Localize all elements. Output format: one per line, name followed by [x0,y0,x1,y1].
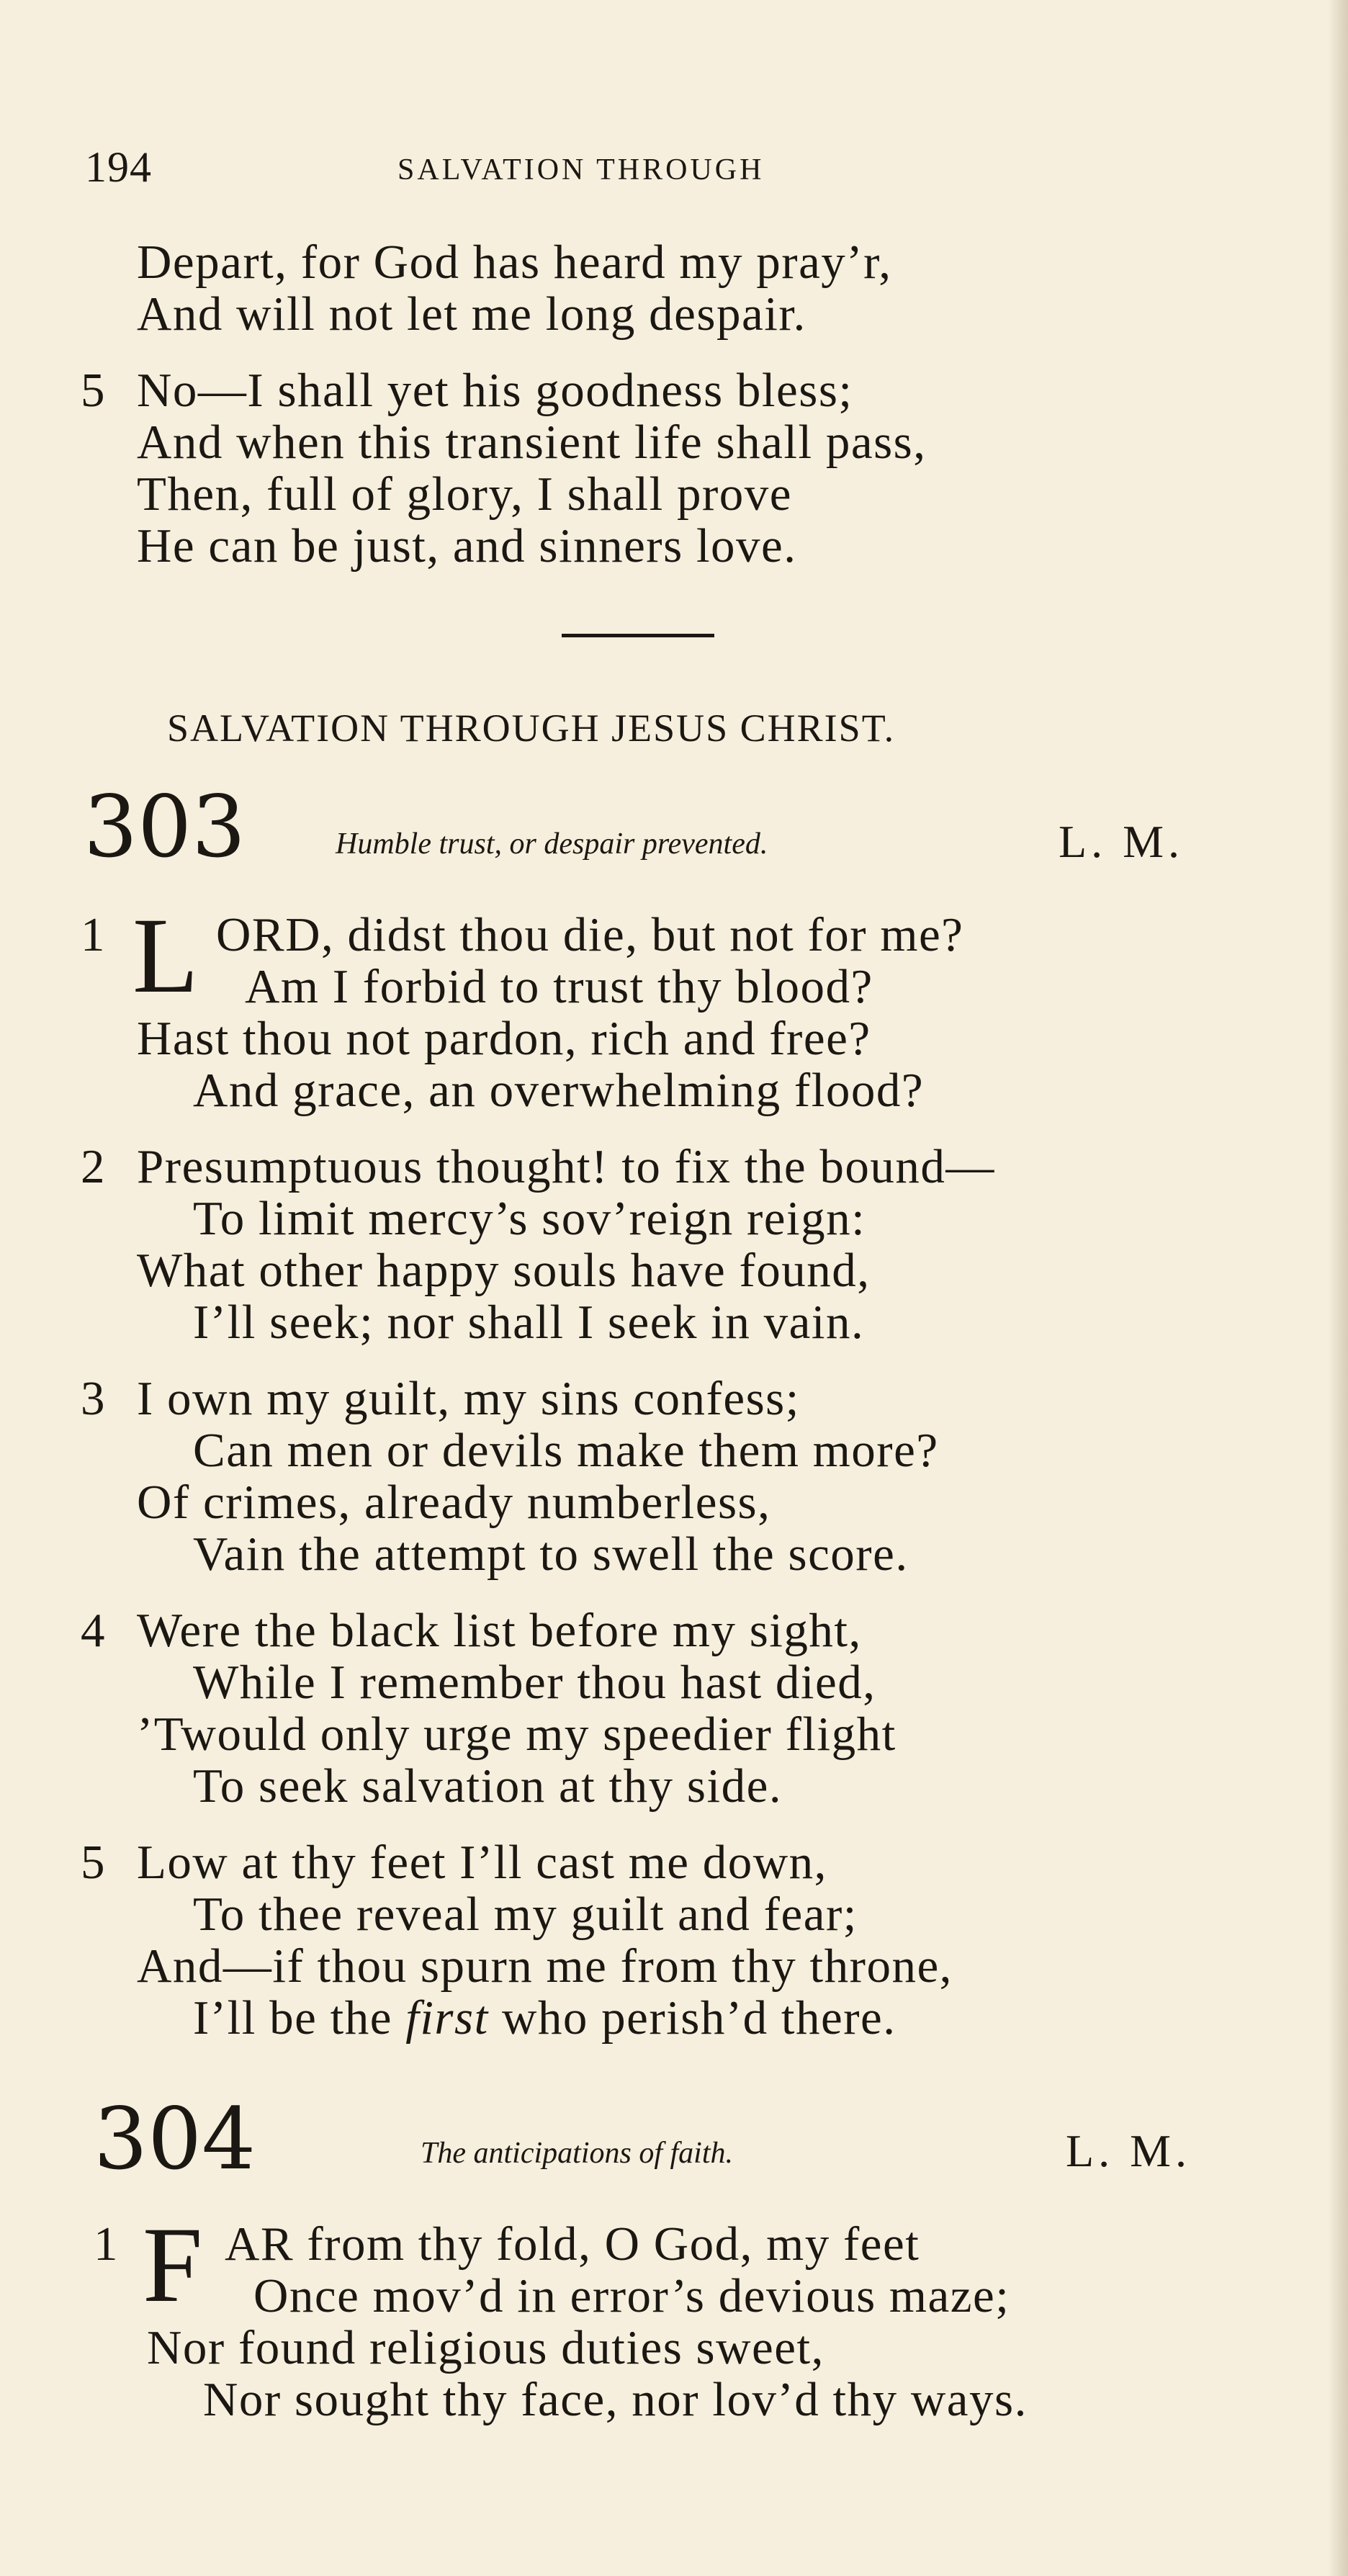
hymn-number: 304 [94,2089,256,2189]
verse-number: 2 [81,1140,105,1193]
verse-line: While I remember thou hast died, [193,1656,876,1709]
hymn-meter: L. M. [1066,2125,1191,2176]
verse-line-with-italic [193,1992,897,2044]
verse-text: I’ll be the [193,1991,406,2045]
verse-line: Nor sought thy face, nor lov’d thy ways. [203,2373,1028,2426]
verse-line: He can be just, and sinners love. [137,519,797,573]
verse-line: ’Twould only urge my speedier flight [137,1707,897,1761]
verse-line: ORD, didst thou die, but not for me? [216,908,964,961]
drop-cap: L [132,896,199,1015]
hymn-meter: L. M. [1059,816,1184,867]
verse-line: To thee reveal my guilt and fear; [193,1888,858,1941]
hymn-subtitle: Humble trust, or despair prevented. [336,827,768,861]
verse-text: who perish’d there. [488,1991,897,2045]
verse-line: Then, full of glory, I shall prove [137,467,792,521]
verse-line: To seek salvation at thy side. [193,1759,783,1813]
running-title: SALVATION THROUGH [397,153,765,187]
verse-line: What other happy souls have found, [137,1244,871,1297]
verse-number: 1 [81,908,105,961]
verse-line: Can men or devils make them more? [193,1424,939,1477]
page-edge-shadow [1328,0,1348,2576]
verse-number: 5 [81,1836,105,1889]
page-number: 194 [85,143,152,191]
verse-line: Am I forbid to trust thy blood? [245,960,873,1013]
verse-line: No—I shall yet his goodness bless; [137,364,853,417]
continuation-line: And will not let me long despair. [137,287,806,341]
verse-line: Nor found religious duties sweet, [147,2321,824,2374]
verse-line: I own my guilt, my sins confess; [137,1372,800,1425]
verse-number: 5 [81,364,105,417]
verse-line: Presumptuous thought! to fix the bound— [137,1140,995,1193]
verse-line: Once mov’d in error’s devious maze; [253,2269,1010,2323]
verse-line: I’ll seek; nor shall I seek in vain. [193,1296,865,1349]
verse-line: Of crimes, already numberless, [137,1476,771,1529]
verse-line: Hast thou not pardon, rich and free? [137,1012,871,1065]
verse-line: Vain the attempt to swell the score. [193,1527,909,1581]
verse-line: Were the black list before my sight, [137,1604,862,1657]
verse-line: Low at thy feet I’ll cast me down, [137,1836,827,1889]
hymn-subtitle: The anticipations of faith. [421,2137,734,2170]
continuation-line: Depart, for God has heard my pray’r, [137,235,892,289]
section-divider [562,634,714,637]
verse-line: And—if thou spurn me from thy throne, [137,1939,953,1993]
verse-number: 4 [81,1604,105,1657]
verse-line: To limit mercy’s sov’reign reign: [193,1192,866,1245]
verse-line: And grace, an overwhelming flood? [193,1064,925,1117]
verse-line: AR from thy fold, O God, my feet [225,2217,920,2271]
hymn-number: 303 [84,777,246,876]
emphasized-word: first [405,1991,489,2045]
drop-cap: F [143,2205,203,2325]
verse-line: And when this transient life shall pass, [137,416,927,469]
verse-number: 3 [81,1372,105,1425]
section-title: SALVATION THROUGH JESUS CHRIST. [167,706,896,750]
verse-number: 1 [94,2217,118,2271]
